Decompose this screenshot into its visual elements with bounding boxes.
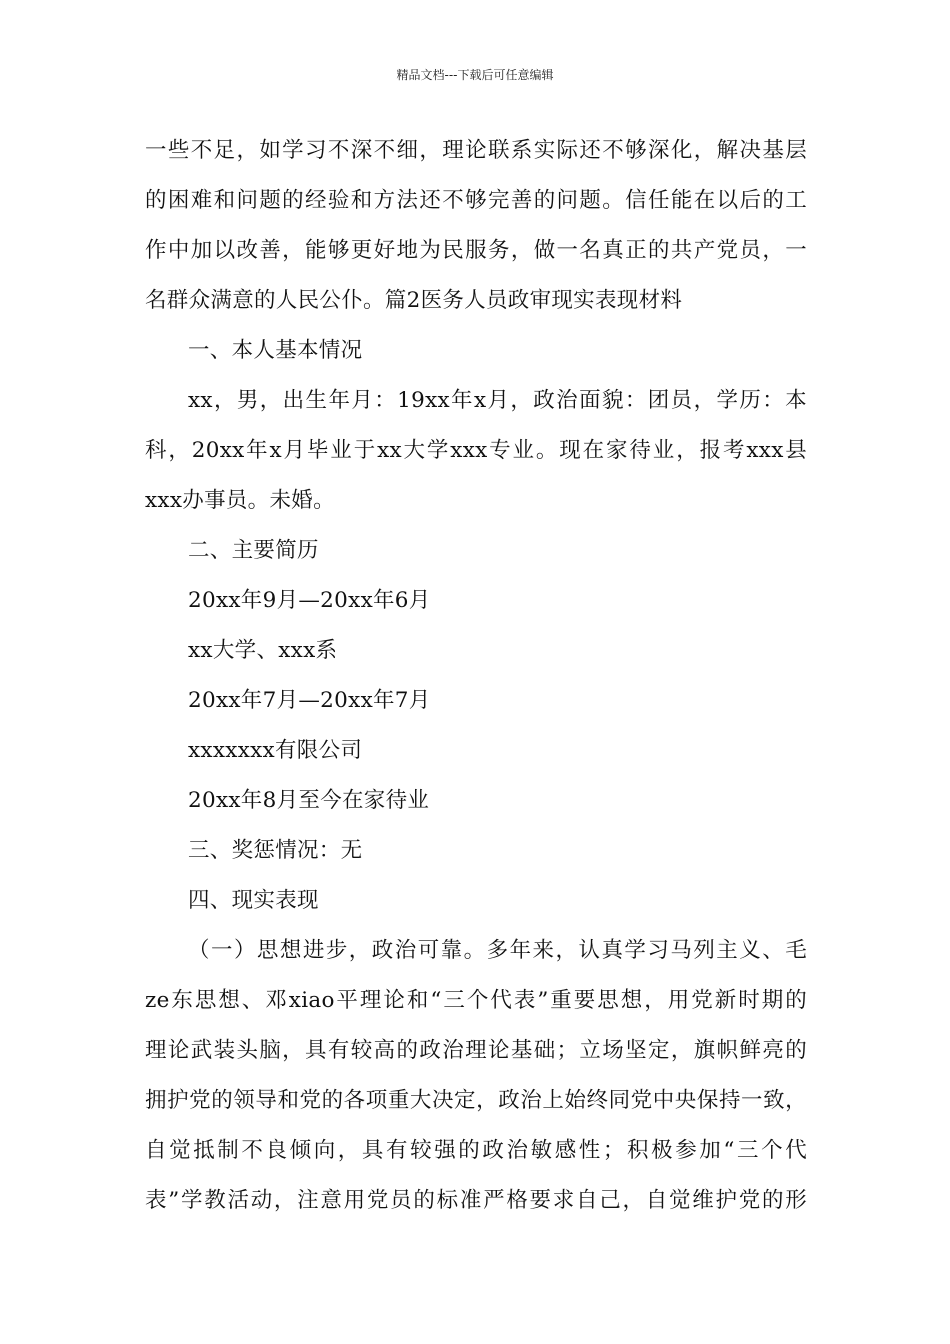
text-line: 一、本人基本情况 <box>188 338 363 363</box>
text-line: ze东思想、邓xiao平理论和“三个代表”重要思想，用党新时期的 <box>145 988 807 1013</box>
text-line: 科，20xx年x月毕业于xx大学xxx专业。现在家待业，报考xxx县 <box>145 438 807 463</box>
text-line: （一）思想进步，政治可靠。多年来，认真学习马列主义、毛 <box>188 938 807 963</box>
text-line: 理论武装头脑，具有较高的政治理论基础；立场坚定，旗帜鲜亮的 <box>145 1038 807 1063</box>
text-line: xx，男，出生年月：19xx年x月，政治面貌：团员，学历：本 <box>188 388 807 413</box>
text-line: 自觉抵制不良倾向，具有较强的政治敏感性；积极参加“三个代 <box>145 1138 807 1163</box>
text-line: 20xx年7月—20xx年7月 <box>188 688 431 713</box>
text-line: 三、奖惩情况：无 <box>188 838 363 863</box>
text-line: 名群众满意的人民公仆。篇2医务人员政审现实表现材料 <box>145 288 683 313</box>
text-line: 拥护党的领导和党的各项重大决定，政治上始终同党中央保持一致， <box>145 1088 807 1113</box>
text-line: 表”学教活动，注意用党员的标准严格要求自己，自觉维护党的形 <box>145 1188 807 1213</box>
text-line: 的困难和问题的经验和方法还不够完善的问题。信任能在以后的工 <box>145 188 807 213</box>
text-line: 四、现实表现 <box>188 888 319 913</box>
text-line: xx大学、xxx系 <box>188 638 338 663</box>
text-line: xxx办事员。未婚。 <box>145 488 335 513</box>
document-body <box>145 126 807 1226</box>
text-line: 20xx年9月—20xx年6月 <box>188 588 431 613</box>
text-line: 20xx年8月至今在家待业 <box>188 788 430 813</box>
text-line: xxxxxxx有限公司 <box>188 738 363 763</box>
text-line: 作中加以改善，能够更好地为民服务，做一名真正的共产党员，一 <box>145 238 807 263</box>
text-line: 一些不足，如学习不深不细，理论联系实际还不够深化，解决基层 <box>145 138 807 163</box>
page-header: 精品文档---下载后可任意编辑 <box>396 68 554 82</box>
text-line: 二、主要简历 <box>188 538 319 563</box>
